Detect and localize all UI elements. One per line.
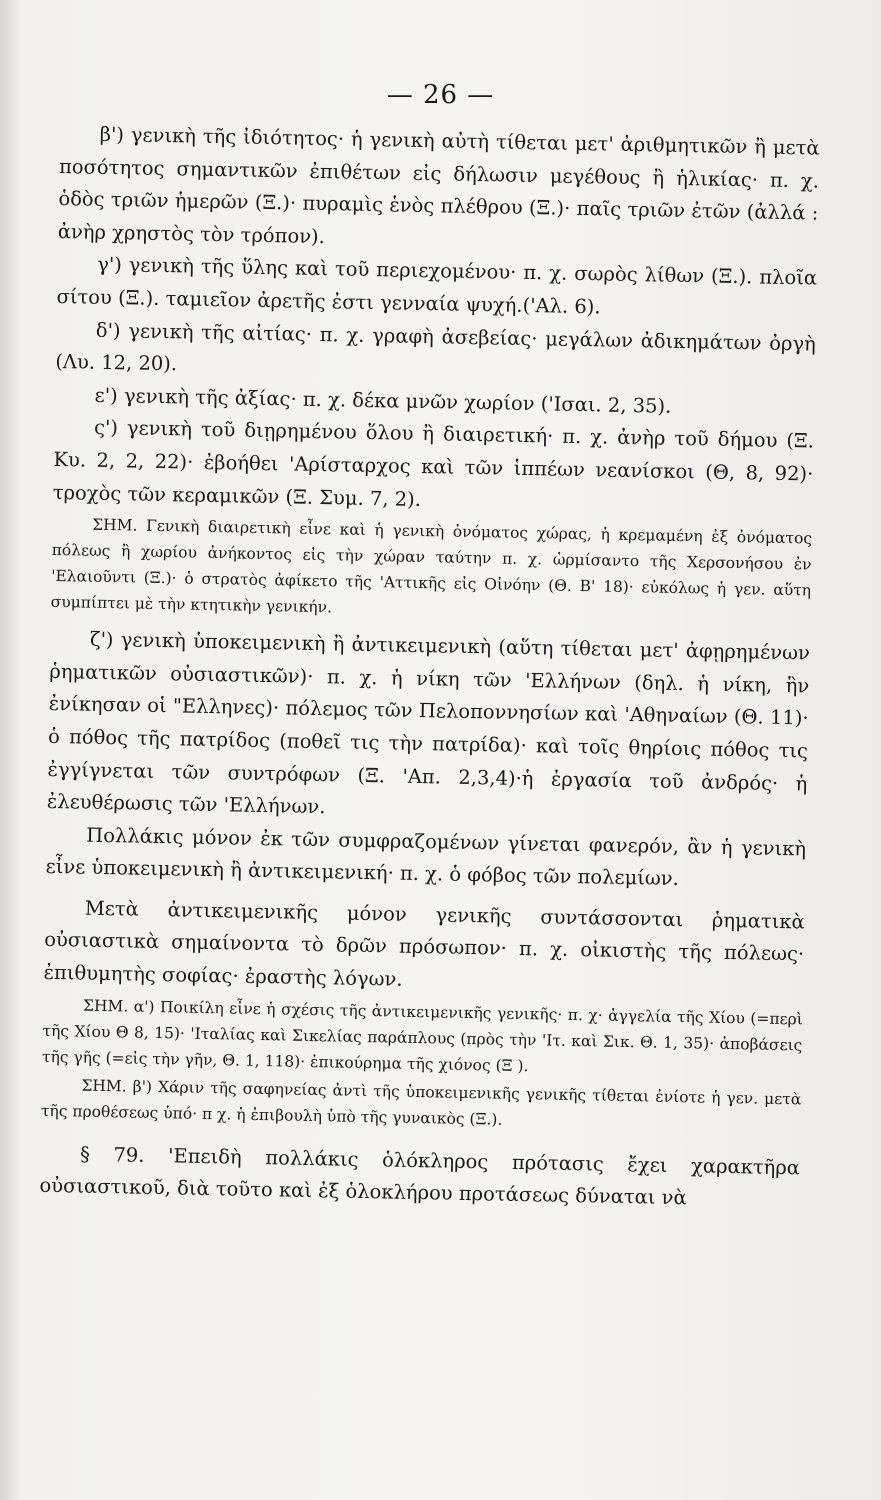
paragraph-genitive-material: γ') γενικὴ τῆς ὕλης καὶ τοῦ περιεχομένου· π. χ. σωρὸς λίθων (Ξ.). πλοῖα σίτου (Ξ.). ταμιεῖον ἀρετῆς ἐστι γενναία ψυχή.('Αλ. 6). [56,253,818,319]
section-79: § 79. 'Επειδὴ πολλάκις ὁλόκληρος πρότασις ἔχει χαρακτῆρα οὐσιαστικοῦ, διὰ τοῦτο καὶ ἐξ ὁλοκλήρου προτάσεως δύναται νὰ [39,1142,801,1210]
paragraph-genitive-quality: β') γενικὴ τῆς ἰδιότητος· ἡ γενικὴ αὐτὴ τίθεται μετ' ἀριθμητικῶν ἢ μετὰ ποσότητος σημαντικῶν ἐπιθέτων εἰς δήλωσιν μεγέθους ἢ ἡλικίας· π. χ. ὁδὸς τριῶν ἡμερῶν (Ξ.)· πυραμὶς ἑνὸς πλέθρου (Ξ.)· παῖς τριῶν ἐτῶν (ἀλλά : ἀνὴρ χρηστὸς τὸν τρόπον). [57,122,820,248]
note-a-objective: ΣΗΜ. α') Ποικίλη εἶνε ἡ σχέσις τῆς ἀντικειμενικῆς γενικῆς· π. χ· ἀγγελία τῆς Χίου (=περὶ τῆς Χίου Θ 8, 15)· 'Ιταλίας καὶ Σικελίας παράπλους (πρὸς τὴν 'Ιτ. καὶ Σικ. Θ. 1, 35)· ἀποβάσεις τῆς γῆς (=εἰς τὴν γῆν, Θ. 1, 118)· ἐπικούρημα τῆς χιόνος (Ξ ). [41,996,804,1075]
page-number: — 26 — [386,80,495,110]
paragraph-genitive-cause: δ') γενικὴ τῆς αἰτίας· π. χ. γραφὴ ἀσεβείας· μεγάλων ἀδικημάτων ὀργὴ (Λυ. 12, 20). [55,318,817,376]
note-b-clarity: ΣΗΜ. β') Χάριν τῆς σαφηνείας ἀντὶ τῆς ὑποκειμενικῆς γενικῆς τίθεται ἐνίοτε ἡ γεν. μετὰ τῆς προθέσεως ὑπό· π χ. ἡ ἐπιβουλὴ ὑπὸ τῆς γυναικὸς (Ξ.). [40,1076,802,1129]
page-body [39,118,820,1217]
note-partitive: ΣΗΜ. Γενικὴ διαιρετικὴ εἶνε καὶ ἡ γενικὴ ὀνόματος χώρας, ἡ κρεμαμένη ἐξ ὀνόματος πόλεως ἢ χωρίου ἀνήκοντος εἰς τὴν χώραν ταύτην π. χ. ὡρμίσαντο τῆς Χερσονήσου ἐν 'Ελαιοῦντι (Ξ.)· ὁ στρατὸς ἀφίκετο τῆς 'Αττικῆς εἰς Οἰνόην (Θ. Β' 18)· εὐκόλως ἡ γεν. αὕτη συμπίπτει μὲ τὴν κτητικὴν γενικήν. [50,515,813,617]
paragraph-verbal-nouns: Μετὰ ἀντικειμενικῆς μόνον γενικῆς συντάσσονται ῥηματικὰ οὐσιαστικὰ σημαίνοντα τὸ δρῶν πρόσωπον· π. χ. οἰκιστὴς τῆς πόλεως· ἐπιθυμητὴς σοφίας· ἐραστὴς λόγων. [43,896,805,991]
paragraph-genitive-value: ε') γενικὴ τῆς ἀξίας· π. χ. δέκα μνῶν χωρίον ('Ισαι. 2, 35). [94,383,672,418]
paragraph-genitive-subjective-objective: ζ') γενικὴ ὑποκειμενικὴ ἢ ἀντικειμενικὴ (αὕτη τίθεται μετ' ἀφῃρημένων ῥηματικῶν οὐσιαστικῶν)· π. χ. ἡ νίκη τῶν 'Ελλήνων (δηλ. ἡ νίκη, ἣν ἐνίκησαν οἱ "Ελληνες)· πόλεμος τῶν Πελοποννησίων καὶ 'Αθηναίων (Θ. 11)· ὁ πόθος τῆς πατρίδος (ποθεῖ τις τὴν πατρίδα)· καὶ τοῖς θηρίοις πόθος τις ἐγγίγνεται τῶν συντρόφων (Ξ. 'Απ. 2,3,4)·ἡ ἐργασία τοῦ ἀνδρός· ἡ ἐλευθέρωσις τῶν 'Ελλήνων. [46,627,811,819]
paragraph-genitive-partitive: ς') γενικὴ τοῦ διῃρημένου ὅλου ἢ διαιρετική· π. χ. ἀνὴρ τοῦ δήμου (Ξ. Κυ. 2, 2, 22)· ἐβοήθει 'Αρίσταρχος καὶ τῶν ἱππέων νεανίσκοι (Θ, 8, 92)· τροχὸς τῶν κεραμικῶν (Ξ. Συμ. 7, 2). [52,416,815,511]
paragraph-context: Πολλάκις μόνον ἐκ τῶν συμφραζομένων γίνεται φανερόν, ἂν ἡ γενικὴ εἶνε ὑποκειμενικὴ ἢ ἀντικειμενική· π. χ. ὁ φόβος τῶν πολεμίων. [45,823,807,891]
